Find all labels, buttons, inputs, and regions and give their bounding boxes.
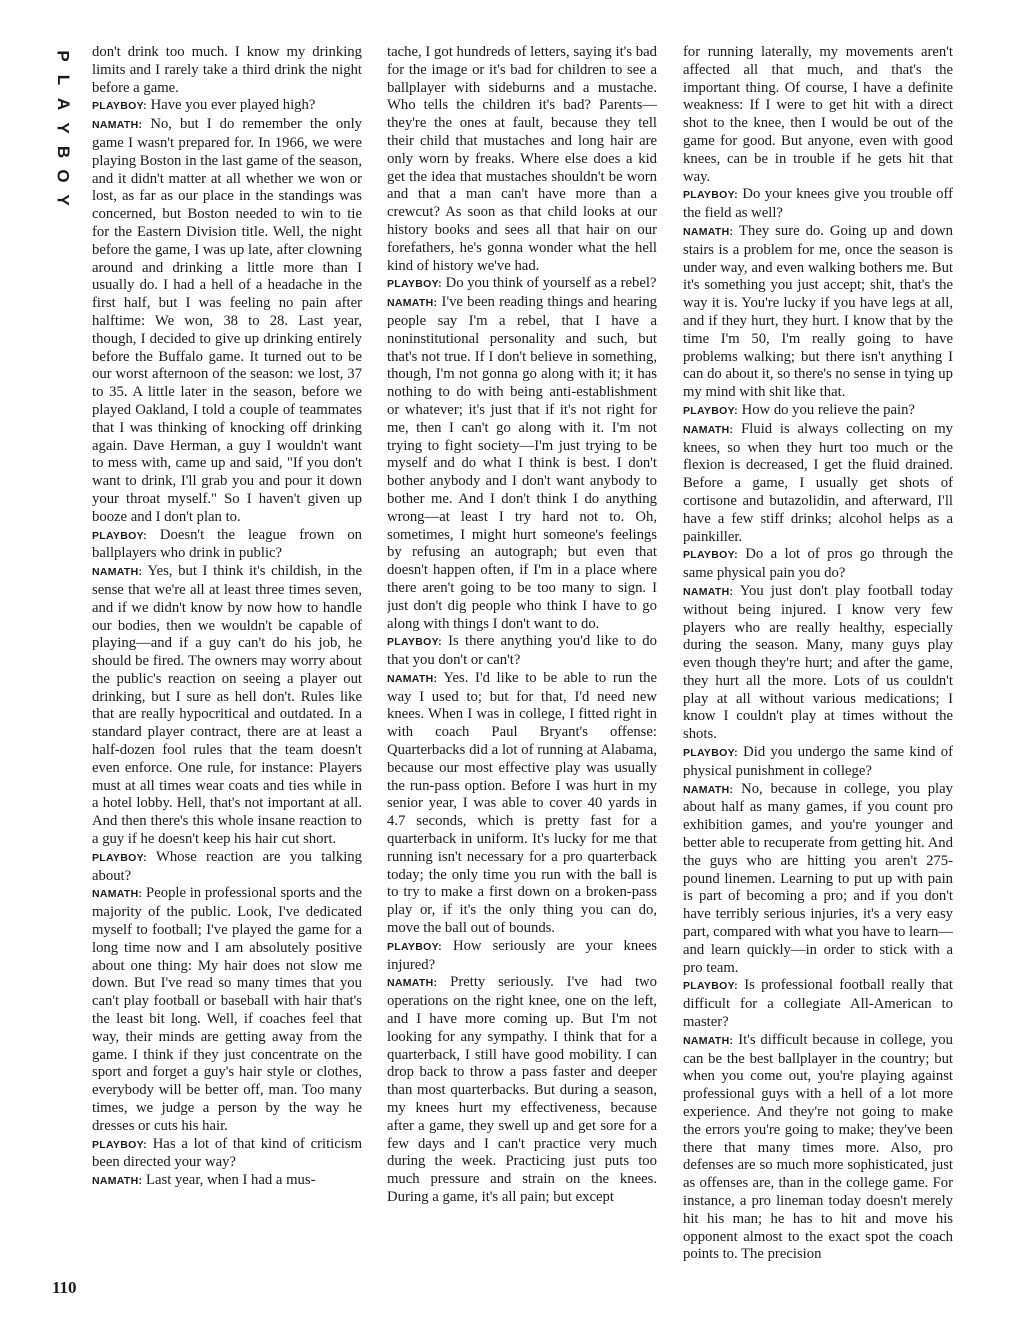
text-column-2 <box>387 44 657 1298</box>
speaker-label: NAMATH: <box>387 977 438 990</box>
paragraph-text: Do you think of yourself as a rebel? <box>445 275 657 292</box>
speaker-label: PLAYBOY: <box>683 747 738 760</box>
paragraph-text: Is professional football really that difficult for a collegiate All-American to master? <box>683 977 953 1031</box>
page-number: 110 <box>52 1278 77 1297</box>
interview-paragraph <box>92 1172 362 1191</box>
speaker-label: NAMATH: <box>92 1175 143 1188</box>
speaker-label: PLAYBOY: <box>92 1138 147 1151</box>
speaker-label: NAMATH: <box>92 888 143 901</box>
interview-paragraph <box>387 938 657 975</box>
paragraph-text: tache, I got hundreds of letters, saying it's bad for the image or it's bad for children to see a ballplayer with sideburns and a mustache. Who tells the children it's bad? Parents—they're the ones at fault, because they tell their child that mustaches and long hair are only worn by freaks. Where else does a kid get the idea that mustaches shouldn't be worn and that a man can't have more than a crewcut? As soon as that child looks at our history books and sees all that hair on our forefathers, he's gonna wonder what the hell kind of history we've had. <box>387 44 657 274</box>
paragraph-text: How do you relieve the pain? <box>741 401 915 418</box>
speaker-label: PLAYBOY: <box>92 851 147 864</box>
speaker-label: PLAYBOY: <box>387 636 442 649</box>
paragraph-text: Did you undergo the same kind of physical punishment in college? <box>683 744 953 779</box>
interview-paragraph <box>92 885 362 1135</box>
rail-letter: P <box>54 50 73 62</box>
speaker-label: PLAYBOY: <box>683 980 738 993</box>
interview-paragraph <box>92 97 362 116</box>
interview-paragraph <box>683 44 953 186</box>
interview-paragraph <box>92 527 362 564</box>
paragraph-text: Has a lot of that kind of criticism been directed your way? <box>92 1135 362 1171</box>
paragraph-text: Is there anything you'd like to do that you don't or can't? <box>387 633 657 669</box>
paragraph-text: I've been reading things and hearing people say I'm a rebel, that I have a noninstitutional personality and such, but that's not true. If I don't believe in something, though, I'm not gonna go along with it; it has nothing to do with being anti-establishment or whatever; it's just that if it's not right for me, then I can't go along with it. I'm not trying to fight society—I'm just trying to be myself and do what I think is best. I don't bother anybody and I don't want anybody to bother me. And I don't think I do anything wrong—at least I try hard not to. Oh, sometimes, I might hurt someone's feelings by refusing an autograph; but even that doesn't happen often, if I'm in a place where there aren't going to be too many to sign. I just don't dig people who think I have to go along with things I don't want to do. <box>387 294 657 632</box>
interview-paragraph <box>92 1136 362 1173</box>
text-column-3 <box>683 44 953 1298</box>
interview-paragraph <box>92 563 362 849</box>
interview-paragraph <box>387 670 657 938</box>
paragraph-text: Fluid is always collecting on my knees, so when they hurt too much or the flexion is decreased, I get the fluid drained. Before a game, I usually get shots of cortisone and butazolidin, and afterward, I'll have a few stiff drinks; alcohol helps as a painkiller. <box>683 420 953 545</box>
speaker-label: NAMATH: <box>683 423 734 436</box>
paragraph-text: Have you ever played high? <box>150 97 316 114</box>
paragraph-text: don't drink too much. I know my drinking limits and I rarely take a third drink the night before a game. <box>92 44 362 96</box>
speaker-label: NAMATH: <box>387 672 438 685</box>
paragraph-text: They sure do. Going up and down stairs is a problem for me, once the season is under way, and even walking bothers me. But it's something you just accept; shit, that's the way it is. You're lucky if you have legs at all, and if they hurt, they hurt. I know that by the time I'm 50, I'm really going to have problems walking; but there isn't anything I can do about it, so there's no sense in tying up my mind with shit like that. <box>683 222 953 401</box>
speaker-label: PLAYBOY: <box>387 940 442 953</box>
paragraph-text: Last year, when I had a mus- <box>145 1172 316 1189</box>
interview-paragraph <box>683 583 953 744</box>
speaker-label: NAMATH: <box>92 119 143 132</box>
interview-paragraph <box>387 44 657 275</box>
speaker-label: NAMATH: <box>92 566 143 579</box>
speaker-label: NAMATH: <box>683 783 734 796</box>
paragraph-text: No, but I do remember the only game I wasn't prepared for. In 1966, we were playing Boston in the last game of the season, and it didn't matter at all whether we won or lost, as far as our place in the standings was concerned, but Boston needed to win to tie for the Eastern Division title. Well, the night before the game, I was up late, after clowning around and drinking a little more than I usually do. I had a hell of a headache in the first half, but I was feeling no pain after halftime: We won, 38 to 28. Last year, though, I decided to give up drinking entirely before the Buffalo game. It turned out to be our worst afternoon of the season: we lost, 37 to 35. A little later in the season, before we played Oakland, I told a couple of teammates that I was thinking of knocking off drinking again. Dave Herman, a guy I wouldn't want to mess with, came up and said, "If you don't want to drink, I'll grab you and pour it down your throat myself." So I haven't given up booze and I don't plan to. <box>92 116 362 525</box>
interview-paragraph <box>683 744 953 781</box>
paragraph-text: People in professional sports and the majority of the public. Look, I've dedicated myself to football; I've played the game for a long time now and I am absolutely positive about one thing: My hair does not slow me down. But I've read so many times that you can't play football or baseball with hair that's the least bit long. Well, if coaches feel that way, their minds are getting away from the game. I think if they just concentrate on the sport and forget a guy's hair style or clothes, everybody will be better off, man. Too many times, we judge a person by the way he dresses or cuts his hair. <box>92 885 362 1134</box>
speaker-label: NAMATH: <box>683 1034 734 1047</box>
paragraph-text: Whose reaction are you talking about? <box>92 848 362 884</box>
text-column-1 <box>92 44 362 1298</box>
rail-letter: B <box>54 145 73 159</box>
speaker-label: PLAYBOY: <box>683 189 738 202</box>
paragraph-text: for running laterally, my movements aren't affected all that much, and that's the important thing. Of course, I have a definite weakness: If I were to get hit with a direct shot to the knee, then I would be out of the game for good. But anyone, even with good knees, can be in trouble if he gets hit that way. <box>683 44 953 185</box>
rail-letter: Y <box>54 194 73 206</box>
speaker-label: PLAYBOY: <box>92 100 147 113</box>
speaker-label: PLAYBOY: <box>387 278 442 291</box>
rail-letter: O <box>53 169 73 183</box>
paragraph-text: Yes. I'd like to be able to run the way I used to; but for that, I'd need new knees. When I was in college, I fitted right in with coach Paul Bryant's offense: Quarterbacks did a lot of running at Alabama, because our most effective play was usually the run-pass option. Before I was hurt in my senior year, I was able to cover 40 yards in 4.7 seconds, which is pretty fast for a quarterback in uniform. It's lucky for me that running isn't necessary for a pro quarterback today; the only time you run with the ball is to try to make a first down on a broken-pass play or, if it's the only thing you can do, move the ball out of bounds. <box>387 669 657 937</box>
paragraph-text: Doesn't the league frown on ballplayers who drink in public? <box>92 526 362 562</box>
paragraph-text: Do your knees give you trouble off the field as well? <box>683 186 953 222</box>
interview-paragraph <box>387 974 657 1206</box>
paragraph-text: It's difficult because in college, you can be the best ballplayer in the country; but when you come out, you're playing against professional guys with a hell of a lot more experience. And they're not going to make the errors you're going to make; they've been there that many times more. Also, pro defenses are so much more sophisticated, just as offenses are, than in the college game. For instance, a pro lineman today doesn't merely hit his man; he has to hit and move his opponent almost to the exact spot the coach points to. The precision <box>683 1031 953 1263</box>
magazine-rail-logo <box>50 44 76 206</box>
interview-paragraph <box>683 546 953 583</box>
paragraph-text: No, because in college, you play about half as many games, if you count pro exhibition games, and you're younger and better able to recuperate from getting hit. And the guys who are hitting you aren't 275-pound linemen. Learning to put up with pain is part of becoming a pro; and if you don't have terribly serious injuries, it's a very easy part, compared with what you have to learn—and learn quickly—in order to stick with a pro team. <box>683 780 953 976</box>
paragraph-text: You just don't play football today without being injured. I know very few players who are really healthy, especially during the season. Many, many guys play even though they're hurt; and after the game, they hurt all the more. Lots of us couldn't play at all without various medications; I know I couldn't play at times without the shots. <box>683 582 953 743</box>
interview-paragraph <box>683 223 953 402</box>
speaker-label: PLAYBOY: <box>92 529 147 542</box>
speaker-label: PLAYBOY: <box>683 549 738 562</box>
interview-paragraph <box>683 781 953 978</box>
interview-paragraph <box>92 44 362 97</box>
interview-paragraph <box>683 402 953 421</box>
interview-paragraph <box>683 977 953 1031</box>
paragraph-text: How seriously are your knees injured? <box>387 937 657 973</box>
rail-letter: A <box>54 97 73 111</box>
speaker-label: PLAYBOY: <box>683 404 738 417</box>
paragraph-text: Do a lot of pros go through the same physical pain you do? <box>683 546 953 582</box>
interview-paragraph <box>92 116 362 526</box>
paragraph-text: Pretty seriously. I've had two operations on the right knee, one on the left, and I have more coming up. But I'm not looking for any sympathy. I think that for a quarterback, I still have good mobility. I can drop back to throw a pass faster and deeper than most quarterbacks. But during a season, my knees hurt my effectiveness, because after a game, they swell up and get sore for a few days and I can't practice very much during the week. Practicing just puts too much pressure and strain on the knees. During a game, it's all pain; but except <box>387 974 657 1205</box>
interview-paragraph <box>387 294 657 633</box>
interview-paragraph <box>92 849 362 886</box>
interview-paragraph <box>683 186 953 223</box>
rail-letter: Y <box>54 122 73 134</box>
interview-paragraph <box>387 633 657 670</box>
speaker-label: NAMATH: <box>683 225 734 238</box>
speaker-label: NAMATH: <box>683 585 734 598</box>
interview-paragraph <box>683 1032 953 1264</box>
speaker-label: NAMATH: <box>387 297 438 310</box>
interview-paragraph <box>387 275 657 294</box>
paragraph-text: Yes, but I think it's childish, in the sense that we're all at least three times seven, and if we didn't know by now how to handle our bodies, then we wouldn't be capable of playing—and if a guy can't do his job, he should be fired. The owners may worry about the public's reaction on seeing a player out drinking, but I sure as hell don't. Rules like that are really hypocritical and outdated. In a standard player contract, there are at least a half-dozen fool rules that the team doesn't even enforce. One rule, for instance: Players must at all times wear coats and ties while in a hotel lobby. Hell, that's not important at all. And then there's this whole insane reaction to a guy if he doesn't keep his hair cut short. <box>92 563 362 848</box>
interview-paragraph <box>683 421 953 547</box>
rail-letter: L <box>53 74 73 86</box>
